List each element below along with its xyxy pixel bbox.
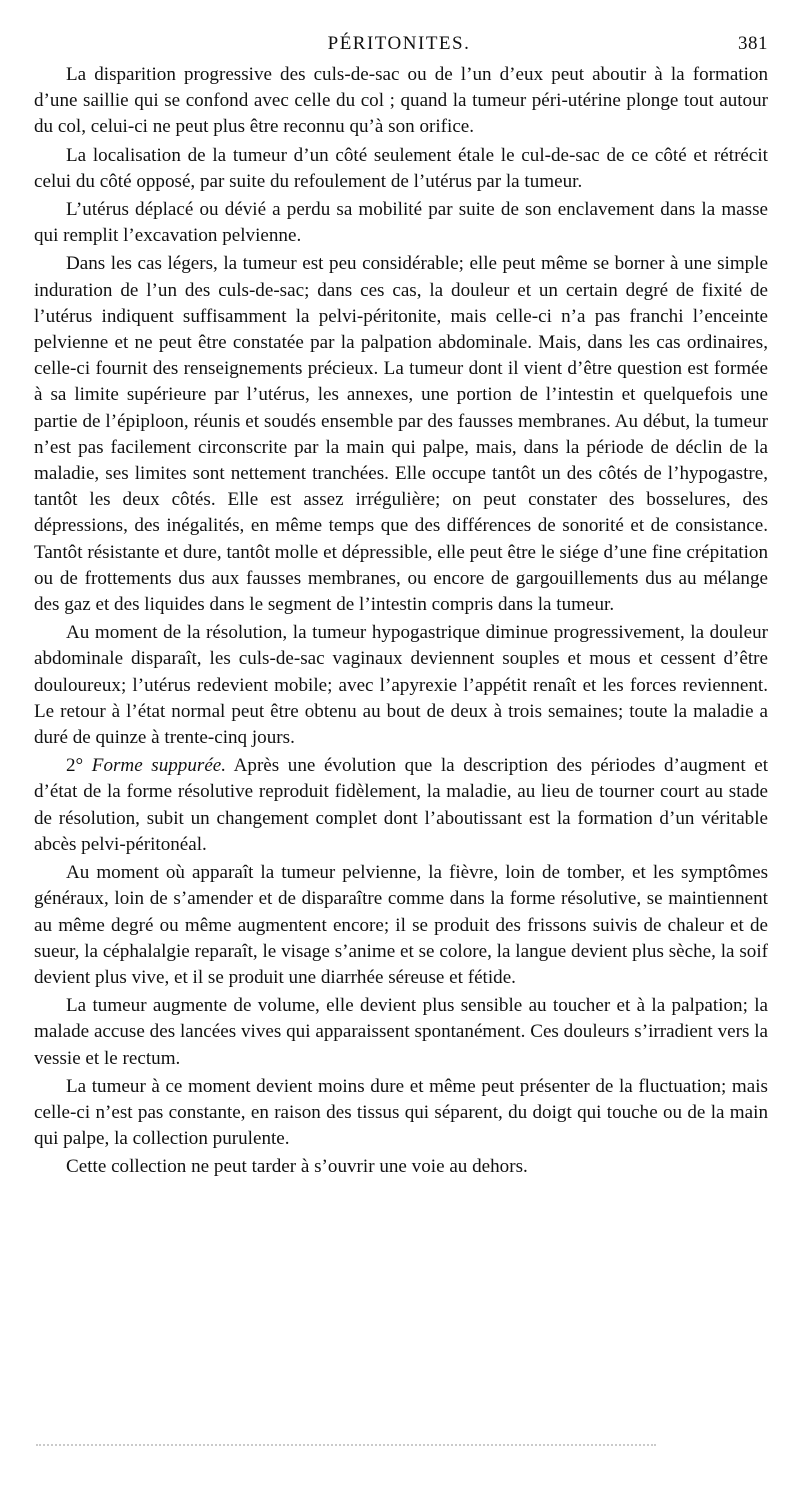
running-title: PÉRITONITES. bbox=[327, 33, 471, 54]
section-title: Forme suppurée. bbox=[91, 755, 227, 777]
paragraph-uterus-mobility: L’utérus déplacé ou dévié a perdu sa mobilité par suite de son enclavement dans la masse qui remplit l’excavation pelvienne. bbox=[34, 199, 768, 247]
paragraph-collection-opening: Cette collection ne peut tarder à s’ouvrir une voie au dehors. bbox=[66, 1156, 528, 1178]
paragraph-tumor-growth: La tumeur augmente de volume, elle devient plus sensible au toucher et à la palpation; la malade accuse des lancées vives qui apparaissent spontanément. Ces douleurs s’irradient vers la vessie et le rectum. bbox=[34, 995, 768, 1069]
page-number: 381 bbox=[738, 33, 768, 54]
paragraph-light-and-ordinary-cases: Dans les cas légers, la tumeur est peu considérable; elle peut même se borner à une simple induration de l’un des culs-de-sac; dans ces cas, la douleur et un certain degré de fixité de l’utérus indiquent suffisamment la pelvi-péritonite, mais celle-ci n’a pas franchi l’enceinte pelvienne et ne peut être constatée par la palpation abdominale. Mais, dans les cas ordinaires, celle-ci fournit des renseignements précieux. La tumeur dont il vient d’être question est formée à sa limite supérieure par l’utérus, les annexes, une portion de l’intestin et quelquefois une partie de l’épiploon, réunis et soudés ensemble par des fausses membranes. Au début, la tumeur n’est pas facilement circonscrite par la main qui palpe, mais, dans la période de déclin de la maladie, ses limites sont nettement tranchées. Elle occupe tantôt un des côtés de l’hypogastre, tantôt les deux côtés. Elle est assez irrégulière; on peut constater des bosselures, des dépressions, des inégalités, en même temps que des différences de sonorité et de consistance. Tantôt résistante et dure, tantôt molle et dépressible, elle peut être le siége d’une fine crépitation ou de frottements dus aux fausses membranes, ou encore de gargouillements dus au mélange des gaz et des liquides dans le segment de l’intestin compris dans la tumeur. bbox=[34, 253, 768, 616]
paragraph-resolution: Au moment de la résolution, la tumeur hypogastrique diminue progressivement, la douleur abdominale disparaît, les culs-de-sac vaginaux deviennent souples et mous et cessent d’être douloureux; l’utérus redevient mobile; avec l’apyrexie l’appétit renaît et les forces reviennent. Le retour à l’état normal peut être obtenu au bout de deux à trois semaines; toute la maladie a duré de quinze à trente-cinq jours. bbox=[34, 622, 768, 749]
section-suppurated-form bbox=[34, 753, 768, 858]
paragraph-fluctuation: La tumeur à ce moment devient moins dure et même peut présenter de la fluctuation; mais celle-ci n’est pas constante, en raison des tissus qui séparent, du doigt qui touche ou de la main qui palpe, la collection purulente. bbox=[34, 1075, 768, 1150]
faint-footer-rule bbox=[36, 1444, 656, 1450]
paragraph-fever-symptoms: Au moment où apparaît la tumeur pelvienne, la fièvre, loin de tomber, et les symptômes généraux, loin de s’amender et de disparaître comme dans la forme résolutive, se maintiennent au même degré ou même augmentent encore; il se produit des frissons suivis de chaleur et de sueur, la céphalalgie reparaît, le visage s’anime et se colore, la langue devient plus sèche, la soif devient plus vive, et il se produit une diarrhée séreuse et fétide. bbox=[34, 862, 768, 988]
section-lead-text: Après une évolution que la description des périodes d’augment et d’état de la forme résolutive reproduit fidèlement, la maladie, au lieu de tourner court au stade de résolution, subit un changement complet dont l’aboutissant est la formation d’un véritable abcès pelvi-péritonéal. bbox=[34, 755, 768, 855]
page-body bbox=[34, 62, 768, 1183]
paragraph-tumor-localisation: La localisation de la tumeur d’un côté seulement étale le cul-de-sac de ce côté et rétrécit celui du côté opposé, par suite du refoulement de l’utérus par la tumeur. bbox=[34, 144, 768, 192]
running-head bbox=[30, 33, 768, 57]
section-number: 2° bbox=[66, 755, 84, 777]
paragraph-culs-de-sac: La disparition progressive des culs-de-sac ou de l’un d’eux peut aboutir à la formation d’une saillie qui se confond avec celle du col ; quand la tumeur péri-utérine plonge tout autour du col, celui-ci ne peut plus être reconnu qu’à son orifice. bbox=[34, 64, 768, 138]
